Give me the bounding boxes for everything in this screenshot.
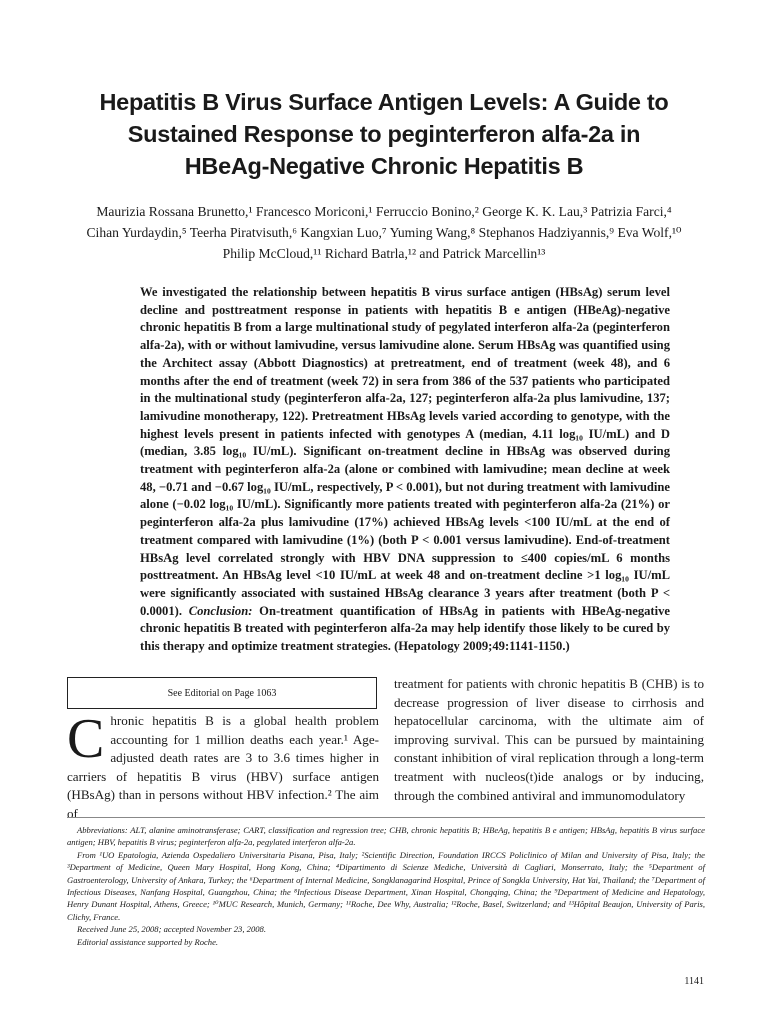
conclusion-label: Conclusion: — [188, 603, 253, 618]
abstract — [140, 284, 670, 656]
title-line-2: Sustained Response to peginterferon alfa-2a in — [127, 121, 641, 147]
footnotes — [67, 824, 705, 948]
article-title — [40, 86, 728, 182]
title-line-1: Hepatitis B Virus Surface Antigen Levels: A Guide to — [99, 89, 669, 115]
abstract-body: We investigated the relationship between hepatitis B virus surface antigen (HBsAg) serum level decline and posttreatment response in patients with hepatitis B e antigen (HBeAg)-negative chronic hepatitis B from a large multinational study of pegylated interferon alfa-2a (peginterferon alfa-2a), with or without lamivudine, versus lamivudine alone. Serum HBsAg was quantified using the Architect assay (Abbott Diagnostics) at pretreatment, end of treatment (week 48), and 6 months after the end of treatment (week 72) in sera from 386 of the 537 patients who participated in the multinational study (peginterferon alfa-2a, 127; peginterferon alfa-2a plus lamivudine, 137; lamivudine monotherapy, 122). Pretreatment HBsAg levels varied according to genotype, with the highest levels present in patients infected with genotypes A (median, 4.11 log₁₀ IU/mL) and D (median, 3.85 log₁₀ IU/mL). Significant on-treatment decline in HBsAg was observed during treatment with peginterferon alfa-2a (alone or combined with lamivudine; mean decline at week 48, −0.71 and −0.67 log₁₀ IU/mL, respectively, P < 0.001), but not during treatment with lamivudine alone (−0.02 log₁₀ IU/mL). Significantly more patients treated with peginterferon alfa-2a (21%) or peginterferon alfa-2a plus lamivudine (17%) achieved HBsAg levels <100 IU/mL at the end of treatment compared with lamivudine (1%) (both P < 0.001 versus lamivudine). End-of-treatment HBsAg level correlated strongly with HBV DNA suppression to ≤400 copies/mL 6 months posttreatment. An HBsAg level <10 IU/mL at week 48 and on-treatment decline >1 log₁₀ IU/mL were significantly associated with sustained HBsAg clearance 3 years after treatment (both P < 0.0001). — [140, 285, 670, 618]
abstract-conclusion: On-treatment quantification of HBsAg in patients with HBeAg-negative chronic hepatitis B treated with peginterferon alfa-2a may help identify those likely to be cured by this therapy and optimize treatment strategies. — [140, 603, 670, 654]
editorial-note: See Editorial on Page 1063 — [167, 687, 277, 699]
authors-line-2: Cihan Yurdaydin,⁵ Teerha Piratvisuth,⁶ Kangxian Luo,⁷ Yuming Wang,⁸ Stephanos Hadziyannis,⁹ Eva Wolf,¹⁰ — [86, 225, 682, 240]
author-list — [70, 201, 698, 264]
assistance-note: Editorial assistance supported by Roche. — [77, 936, 219, 947]
editorial-note-box — [67, 677, 377, 709]
received-note: Received June 25, 2008; accepted November 23, 2008. — [77, 924, 266, 935]
page-number: 1141 — [684, 976, 704, 987]
footnote-divider — [67, 817, 705, 818]
body-text-left: hronic hepatitis B is a global health problem accounting for 1 million deaths each year.¹ Age-adjusted death rates are 3 to 3.6 times higher in carriers of hepatitis B virus (HBV) surface antigen (HBsAg) than in persons without HBV infection.² The aim of — [67, 713, 379, 821]
abbreviations-note: Abbreviations: ALT, alanine aminotransferase; CART, classification and regression tree; CHB, chronic hepatitis B; HBeAg, hepatitis B e antigen; HBsAg, hepatitis B virus surface antigen; HBV, hepatitis B virus; peginterferon alfa-2a, pegylated interferon alfa-2a. — [67, 825, 705, 848]
body-column-right — [394, 675, 704, 805]
affiliations-note: From ¹UO Epatologia, Azienda Ospedaliero Universitaria Pisana, Pisa, Italy; ²Scientific Direction, Foundation IRCCS Policlinico of Milan and University of Pisa, Italy; the ³Department of Medicine, Queen Mary Hospital, Hong Kong, China; ⁴Dipartimento di Scienze Mediche, Università di Cagliari, Monserrato, Italy; the ⁵Department of Gastroenterology, University of Ankara, Turkey; the ⁶Department of Internal Medicine, Songklanagarind Hospital, Prince of Songkla University, Hat Yai, Thailand; the ⁷Department of Infectious Diseases, Nanfang Hospital, Guangzhou, China; the ⁸Infectious Disease Department, Xinan Hospital, Chongqing, China; the ⁹Department of Medicine and Hepatology, Henry Dunant Hospital, Athens, Greece; ¹⁰MUC Research, Munich, Germany; ¹¹Roche, Dee Why, Australia; ¹²Roche, Basel, Switzerland; and ¹³Hôpital Beaujon, University of Paris, Clichy, France. — [67, 849, 705, 922]
journal-citation: (Hepatology 2009;49:1141-1150.) — [394, 639, 570, 654]
title-line-3: HBeAg-Negative Chronic Hepatitis B — [184, 153, 584, 179]
authors-line-1: Maurizia Rossana Brunetto,¹ Francesco Moriconi,¹ Ferruccio Bonino,² George K. K. Lau,³ Patrizia Farci,⁴ — [96, 204, 672, 219]
body-text-right: treatment for patients with chronic hepatitis B (CHB) is to decrease progression of liver disease to cirrhosis and hepatocellular carcinoma, with the ultimate aim of improving survival. This can be pursued by maintaining constant inhibition of viral replication through a long-term treatment with nucleos(t)ide analogs or by inducing, through the combined antiviral and immunomodulatory — [394, 676, 704, 803]
body-column-left — [67, 708, 379, 824]
authors-line-3: Philip McCloud,¹¹ Richard Batrla,¹² and Patrick Marcellin¹³ — [222, 246, 546, 261]
drop-cap: C — [67, 708, 105, 770]
